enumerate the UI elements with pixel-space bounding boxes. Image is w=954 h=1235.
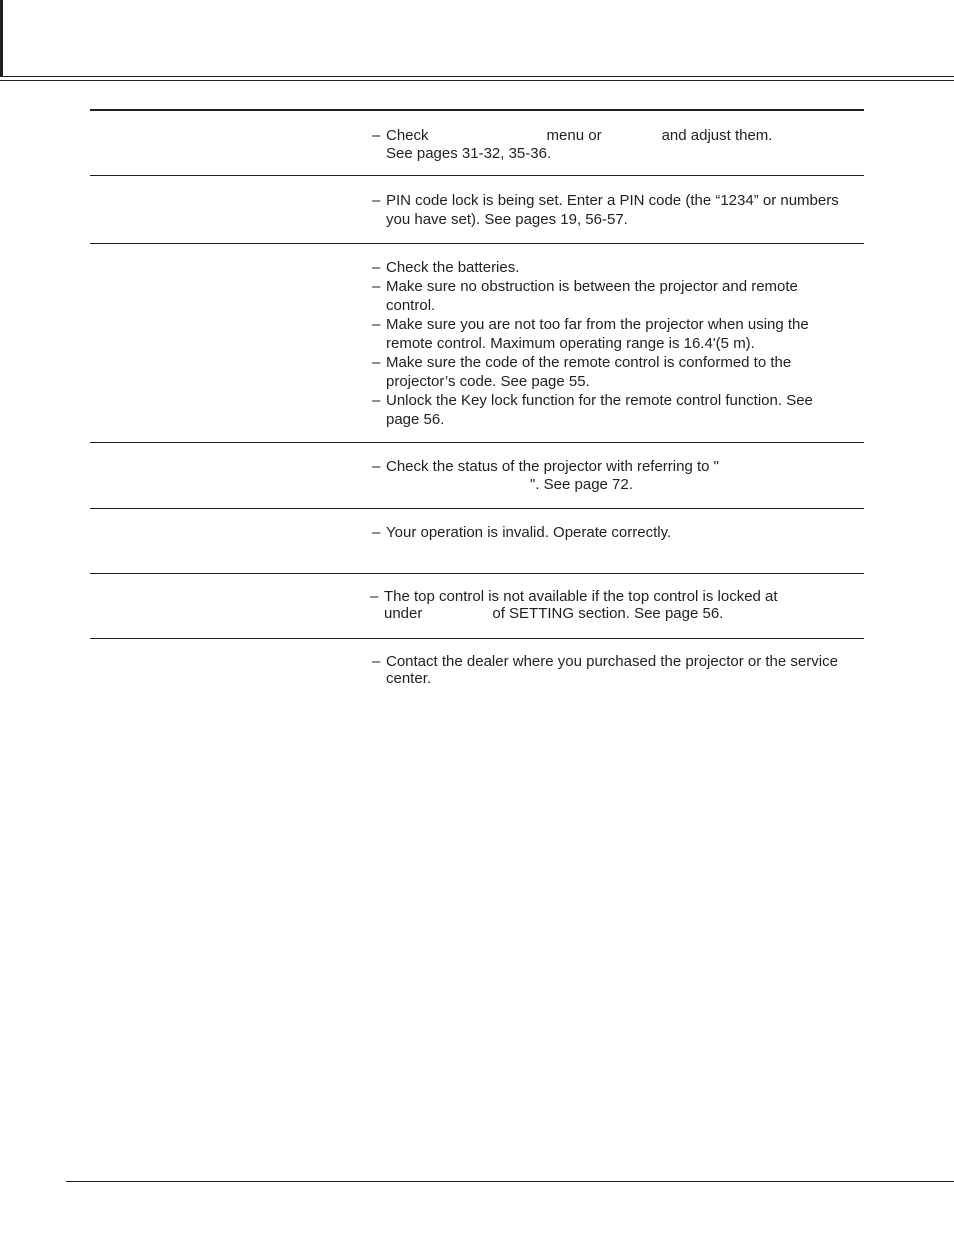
solution-cell: [372, 244, 864, 429]
dash-bullet: –: [372, 392, 381, 409]
solution-item: [372, 127, 864, 163]
solution-line: PIN code lock is being set. Enter a PIN code (the “1234” or numbers: [386, 192, 839, 209]
solution-item: [372, 653, 864, 687]
solution-item: [372, 458, 864, 494]
solution-line: center.: [386, 670, 432, 687]
solution-line: Make sure the code of the remote control is conformed to the: [386, 354, 792, 371]
solution-line: Check the batteries.: [386, 259, 520, 276]
solution-item: [372, 523, 864, 542]
dash-bullet: –: [370, 588, 379, 605]
dash-bullet: –: [372, 524, 381, 541]
table-row: [90, 175, 864, 243]
page-edge-mark: [0, 0, 3, 76]
solution-item: [372, 277, 864, 315]
header-rule-upper: [0, 76, 954, 77]
dash-bullet: –: [372, 192, 381, 209]
solution-item: [370, 588, 864, 622]
solution-cell: [372, 509, 864, 542]
solution-cell: [372, 443, 864, 494]
table-row: [90, 638, 864, 698]
solution-line: you have set). See pages 19, 56-57.: [386, 211, 628, 228]
table-row: [90, 442, 864, 508]
solution-line: projector’s code. See page 55.: [386, 373, 590, 390]
solution-line: Your operation is invalid. Operate correctly.: [386, 524, 672, 541]
solution-line: See pages 31-32, 35-36.: [386, 145, 552, 162]
table-row: [90, 109, 864, 175]
dash-bullet: –: [372, 127, 381, 144]
solution-line: ". See page 72.: [530, 476, 633, 493]
solution-item: [372, 258, 864, 277]
solution-line: control.: [386, 297, 436, 314]
table-row: [90, 243, 864, 442]
solution-line: remote control. Maximum operating range is 16.4'(5 m).: [386, 335, 755, 352]
solution-item: [372, 191, 864, 229]
table-row: [90, 508, 864, 573]
solution-line: Make sure no obstruction is between the projector and remote: [386, 278, 798, 295]
dash-bullet: –: [372, 458, 381, 475]
table-row: [90, 573, 864, 638]
solution-line: page 56.: [386, 411, 445, 428]
solution-cell: [372, 639, 864, 687]
solution-cell: [372, 176, 864, 229]
solution-line: Unlock the Key lock function for the remote control function. See: [386, 392, 813, 409]
solution-line: Make sure you are not too far from the projector when using the: [386, 316, 809, 333]
dash-bullet: –: [372, 316, 381, 333]
solution-line: Check menu or and adjust them.: [386, 127, 773, 144]
solution-line: The top control is not available if the top control is locked at: [384, 588, 778, 605]
solution-line: under of SETTING section. See page 56.: [384, 605, 724, 622]
solution-cell: [370, 574, 864, 622]
solution-item: [372, 353, 864, 391]
dash-bullet: –: [372, 653, 381, 670]
troubleshooting-table: [90, 109, 864, 698]
dash-bullet: –: [372, 354, 381, 371]
footer-rule: [66, 1181, 954, 1182]
solution-item: [372, 391, 864, 429]
header-rule-lower: [0, 80, 954, 81]
dash-bullet: –: [372, 259, 381, 276]
dash-bullet: –: [372, 278, 381, 295]
solution-line: Check the status of the projector with referring to ": [386, 458, 719, 475]
solution-item: [372, 315, 864, 353]
solution-line: Contact the dealer where you purchased the projector or the service: [386, 653, 838, 670]
solution-cell: [372, 111, 864, 163]
